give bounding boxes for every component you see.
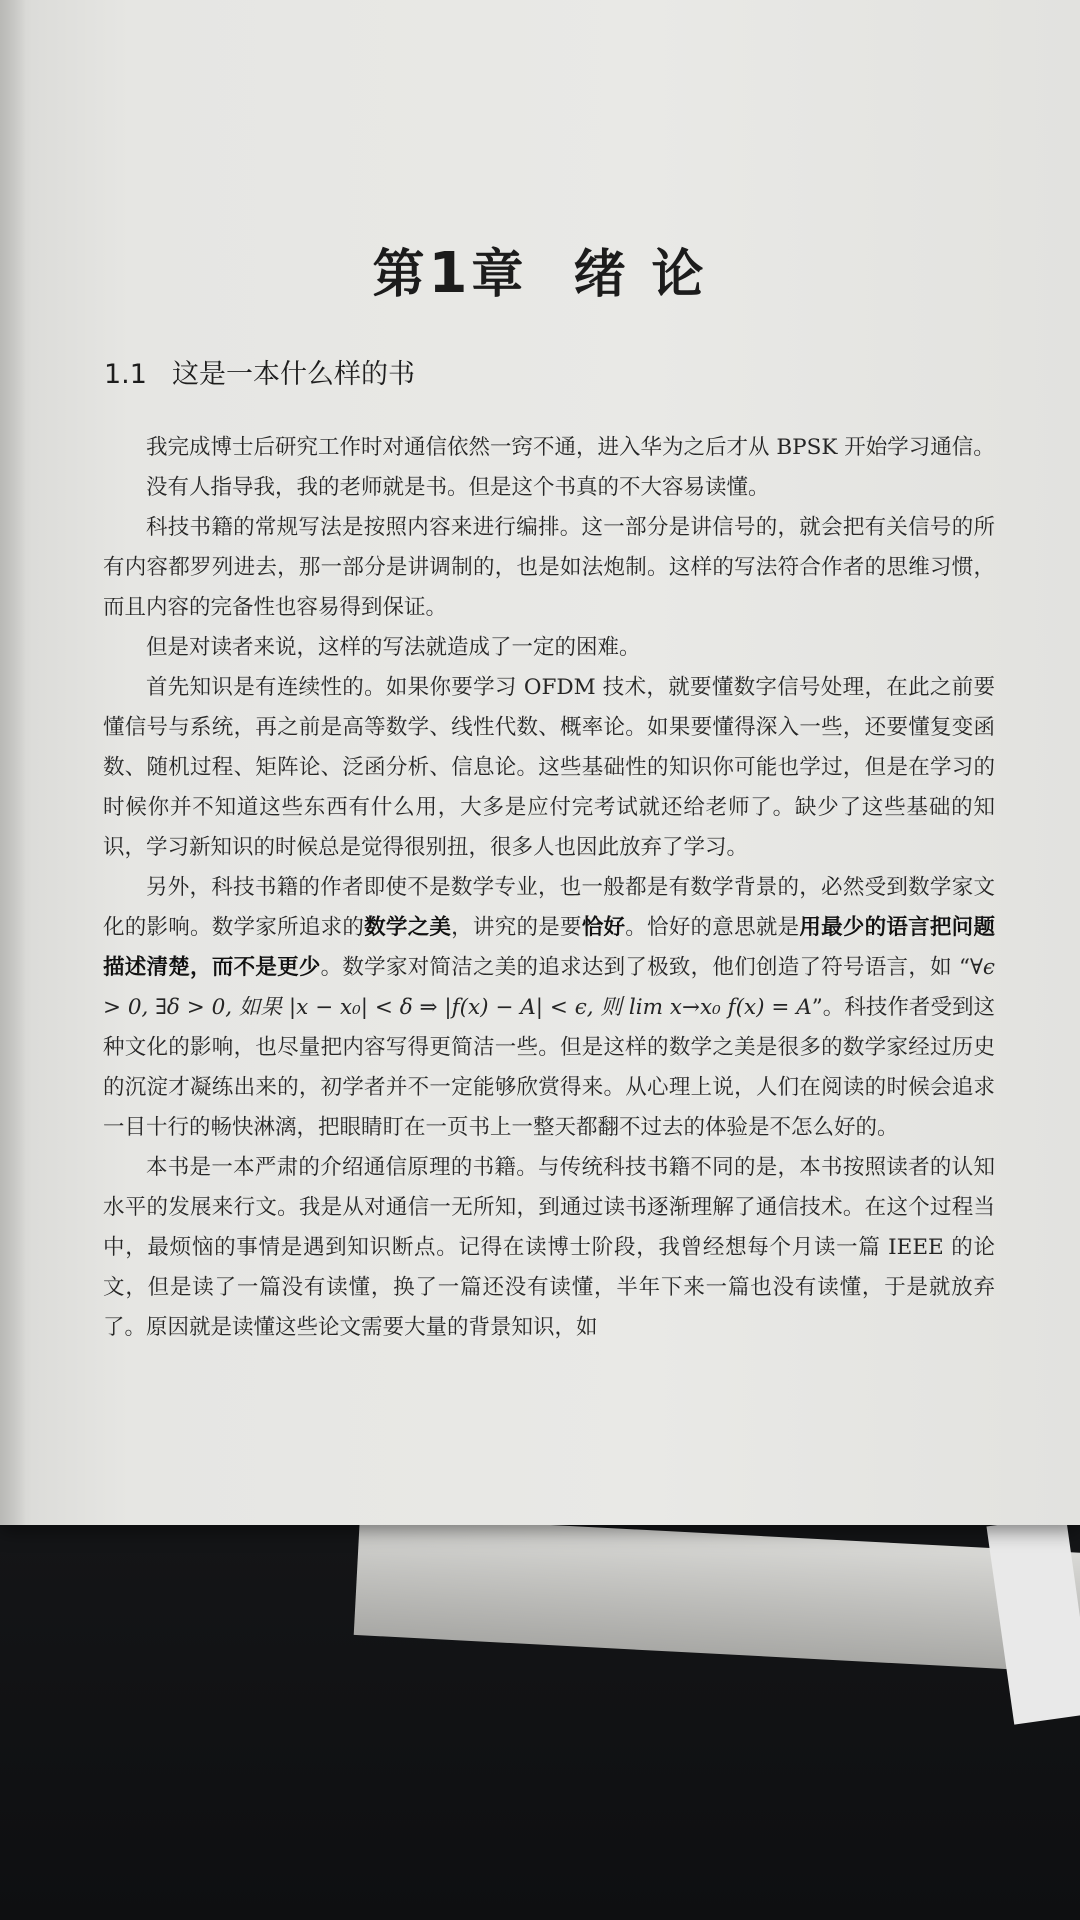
body-text	[103, 428, 995, 1348]
paragraph: 首先知识是有连续性的。如果你要学习 OFDM 技术，就要懂数字信号处理，在此之前要懂信号与系统，再之前是高等数学、线性代数、概率论。如果要懂得深入一些，还要懂复变函数、随机过程、矩阵论、泛函分析、信息论。这些基础性的知识你可能也学过，但是在学习的时候你并不知道这些东西有什么用，大多是应付完考试就还给老师了。缺少了这些基础的知识，学习新知识的时候总是觉得很别扭，很多人也因此放弃了学习。	[103, 675, 995, 860]
paragraph: 没有人指导我，我的老师就是书。但是这个书真的不大容易读懂。	[146, 475, 770, 500]
paragraph: 科技书籍的常规写法是按照内容来进行编排。这一部分是讲信号的，就会把有关信号的所有内容都罗列进去，那一部分是讲调制的，也是如法炮制。这样的写法符合作者的思维习惯，而且内容的完备性也容易得到保证。	[103, 515, 995, 620]
paragraph: 我完成博士后研究工作时对通信依然一窍不通，进入华为之后才从 BPSK 开始学习通信。	[146, 435, 995, 460]
section-heading	[104, 352, 415, 391]
bold-phrase: 恰好	[581, 915, 626, 940]
spine-shadow	[0, 0, 26, 1525]
bold-phrase: 用最少的语言把问题描述清楚，而不是更少	[103, 915, 995, 980]
paragraph: 本书是一本严肃的介绍通信原理的书籍。与传统科技书籍不同的是，本书按照读者的认知水平的发展来行文。我是从对通信一无所知，到通过读书逐渐理解了通信技术。在这个过程当中，最烦恼的事情是遇到知识断点。记得在读博士阶段，我曾经想每个月读一篇 IEEE 的论文，但是读了一篇没有读懂，换了一篇还没有读懂，半年下来一篇也没有读懂，于是就放弃了。原因就是读懂这些论文需要大量的背景知识，如	[103, 1155, 995, 1340]
chapter-name: 绪 论	[573, 245, 708, 305]
paragraph: 但是对读者来说，这样的写法就造成了一定的困难。	[146, 635, 641, 660]
bold-phrase: 数学之美	[364, 915, 452, 940]
chapter-prefix: 第	[372, 245, 429, 305]
math-expression: ∀ϵ > 0, ∃δ > 0, 如果 |x − x₀| < δ ⇒ |f(x) − A| < ϵ, 则 lim x→x₀ f(x) = A	[103, 955, 995, 1020]
section-number: 1.1	[104, 359, 147, 390]
chapter-suffix: 章	[471, 245, 528, 305]
chapter-title	[0, 232, 1080, 307]
chapter-number: 1	[428, 241, 472, 306]
section-title: 这是一本什么样的书	[172, 359, 415, 390]
paragraph-math-culture: 另外，科技书籍的作者即使不是数学专业，也一般都是有数学背景的，必然受到数学家文化的影响。数学家所追求的数学之美，讲究的是要恰好。恰好的意思就是用最少的语言把问题描述清楚，而不是更少。数学家对简洁之美的追求达到了极致，他们创造了符号语言，如 “∀ϵ > 0, ∃δ > 0, 如果 |x − x₀| < δ ⇒ |f(x) − A| < ϵ, 则 lim x→x₀ f(x) = A”。科技作者受到这种文化的影响，也尽量把内容写得更简洁一些。但是这样的数学之美是很多的数学家经过历史的沉淀才凝练出来的，初学者并不一定能够欣赏得来。从心理上说，人们在阅读的时候会追求一目十行的畅快淋漓，把眼睛盯在一页书上一整天都翻不过去的体验是不怎么好的。	[103, 875, 996, 1140]
